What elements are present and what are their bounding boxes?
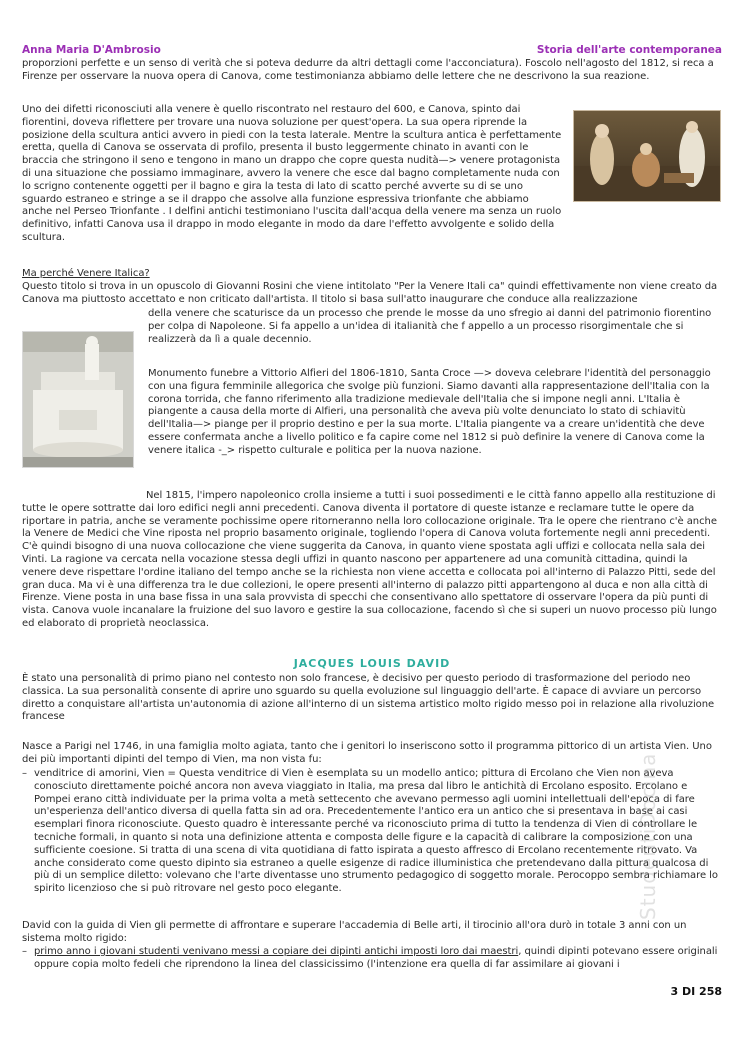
paragraph-1815: Nel 1815, l'impero napoleonico crolla insieme a tutti i suoi possedimenti e le città fanno appello alla restituzione di tutte le opere sottratte dai loro edifici negli anni precedenti. Canova diventa il portatore di queste istanze e reclamare tutte le opere da riportare in patria, anche se veramente pochissime opere ritorneranno nella loro collocazione originale. Tra le opere che rientrano c'è anche la Venere de Medici che Vine riposta nel proprio basamento originale, togliendo l'opera di Canova voluta fortemente negli anni precedenti. C'è quindi bisogno di una nuova collocazione che viene suggerita da Canova, in quanto viene spostata agli uffizi e collocata nella sala dei Vinti. La ragione va cercata nella vocazione stessa degli uffizi in quanto nascono per appartenere ad una comunità cittadina, quindi la venere deve rispettare l'ordine italiano del tempo anche se la richiesta non viene accetta e collocata poi all'interno di Palazzo Pitti, sede del gran duca. Ma vi è una differenza tra le due collezioni, le opere presenti all'interno di palazzo pitti appartengono al duca e non alla città di Firenze. Viene posta in una base fissa in una sala provvista di specchi che consentivano allo spettatore di osservare l'opera da più punti di vista. Canova vuole incanalare la fruizione del suo lavoro e gestire la sua collocazione, facendo sì che si superi un nuovo processo più lungo ed elaborato di proprietà neoclassica. [22,490,717,629]
paragraph-nasce: Nasce a Parigi nel 1746, in una famiglia molto agiata, tanto che i genitori lo inseriscono sotto il programma pittorico di un artista Vien. Uno dei più importanti dipinti del tempo di Vien, ma non vista fu: [22,741,712,765]
page-number: 3 DI 258 [670,985,722,998]
heading-perche: Ma perché Venere Italica? [22,268,150,279]
paragraph-david-intro: È stato una personalità di primo piano nel contesto non solo francese, è decisivo per questo periodo di trasformazione del periodo neo classica. La sua personalità consente di aprire uno sguardo su quella evoluzione sul linguaggio dell'arte. È capace di avviare un percorso diretto a conquistare all'artista un'autonomia di azione all'interno di un sistema artistico molto rigido messo poi in relazione alla rivoluzione francese [22,673,715,723]
bullet-underlined-text: primo anno i giovani studenti venivano messi a copiare dei dipinti antichi imposti loro dai maestri [34,946,519,957]
course-title: Storia dell'arte contemporanea [536,44,722,56]
paragraph-guida: David con la guida di Vien gli permette di affrontare e superare l'accademia di Belle arti, il tirocinio all'ora durò in totale 3 anni con un sistema molto rigido: [22,920,687,944]
paragraph-titolo-cont: della venere che scaturisce da un processo che prende le mosse da uno sfregio ai danni del patrimonio fiorentino per colpa di Napoleone. Si fa appello a un'idea di italianità che f appello a un processo risorgimentale che si realizzerà da lì a quale decennio. [148,308,712,345]
monument-svg [23,332,133,467]
paragraph-difetti: Uno dei difetti riconosciuti alla venere è quello riscontrato nel restauro del 600, e Canova, spinto dai fiorentini, doveva riflettere per trovare una nuova soluzione per quest'opera. La sua opera riprende la posizione della scultura antici avvero in piedi con la testa laterale. Mentre la scultura antica è perfettamente eretta, quella di Canova se osservata di profilo, presenta il busto leggermente chinato in avanti con le braccia che stringono il seno e tengono in mano un drappo che copre questa nudità—> venere protagonista di una situazione che possiamo immaginare, avvero la venere che esce dal bagno completamente nuda con lo scrigno contenente oggetti per il bagno e gira la testa di lato di scatto perché avverte su di se uno sguardo estraneo e stringe a se il drappo che assolve alla funzione espressiva trionfante che abbiamo anche nel Perseo Trionfante . I delfini antichi testimoniano l'uscita dall'acqua della venere ma senza un ruolo definitivo, infatti Canova usa il drappo in modo elegante in modo da dare l'effetto avvolgente e solido della scultura. [22,104,562,243]
list-item [22,768,722,896]
bullet-text: , quindi dipinti potevano essere originali oppure copia molto fedeli che riprendono la linea del classicissimo (l'intenzione era quella di far assimilare ai giovani i [34,946,718,970]
monument-image [22,331,134,468]
author-name: Anna Maria D'Ambrosio [22,44,161,56]
section-title: JACQUES LOUIS DAVID [293,657,451,670]
painting-svg [574,111,720,201]
paragraph-titolo: Questo titolo si trova in un opuscolo di Giovanni Rosini che viene intitolato "Per la Venere Itali ca" quindi effettivamente non viene creato da Canova ma piuttosto accettato e non criticato dall'artista. Il titolo si basa sull'atto inaugurare che conduce alla realizzazione [22,281,718,305]
bullet-text: venditrice di amorini, Vien = Questa venditrice di Vien è esemplata su un modello antico; pittura di Ercolano che Vien non aveva conosciuto direttamente poiché ancora non aveva viaggiato in Italia, ma presa dal libro le antichità di Ercolano esposito. Ercolano e Pompei erano città individuate per la prima volta a metà settecento che avevano permesso agli uomini intellettuali dell'epoca di fare un'esperienza dell'antico diversa di quella fatta sin ad ora. Precedentemente l'antico era un antico che si presentava in base ai casi esemplari finora riconosciute. Questo quadro è interessante perché va riconosciuto prima di tutto la tendenza di Vien di controllare le tecniche formali, in quanto si nota una definizione attenta e composta delle figure e la capacità di calibrare la composizione con una sufficiente coesione. Si tratta di una scena di vita quotidiana di fatto ispirata a questo affresco di Ercolano recentemente ritrovato. Va anche considerato come questo dipinto sia estraneo a quelle esigenze di radice illuministica che pretendevano dalla pittura qualcosa di più di un semplice diletto: volevano che l'arte diventasse uno strumento pedagogico di soggetto morale. Perocoppo sembra richiamare lo spirito licenzioso che si può ritrovare nel gesto poco elegante. [34,768,718,895]
painting-image [573,110,721,202]
list-item [22,946,722,972]
paragraph-monumento: Monumento funebre a Vittorio Alfieri del 1806-1810, Santa Croce —> doveva celebrare l'identità del personaggio con una figura femminile allegorica che svolge più funzioni. Siamo davanti alla rappresentazione dell'Italia con la corona torrida, che fanno riferimento alla tradizione medievale dell'Italia che si impone negli anni. L'Italia è piangente a causa della morte di Alfieri, una personalità che aveva più volte denunciato lo stato di schiavitù dell'Italia—> piange per il proprio destino e per la sua morte. L'Italia piangente va a creare un'identità che deve essere confermata anche a livello politico e fa capire come nel 1812 si può definire la venere di Canova come la venere italica -_> rispetto culturale e politica per la nuova nazione. [148,368,711,456]
bullet-dash: – [22,768,27,779]
watermark: StudentiDocina [636,752,660,920]
paragraph-intro: proporzioni perfette e un senso di verità che si poteva dedurre da altri dettagli come l'acconciatura). Foscolo nell'agosto del 1812, si reca a Firenze per osservare la nuova opera di Canova, come testimonianza abbiamo delle lettere che ne descrivono la sua reazione. [22,58,714,82]
bullet-dash: – [22,946,27,957]
